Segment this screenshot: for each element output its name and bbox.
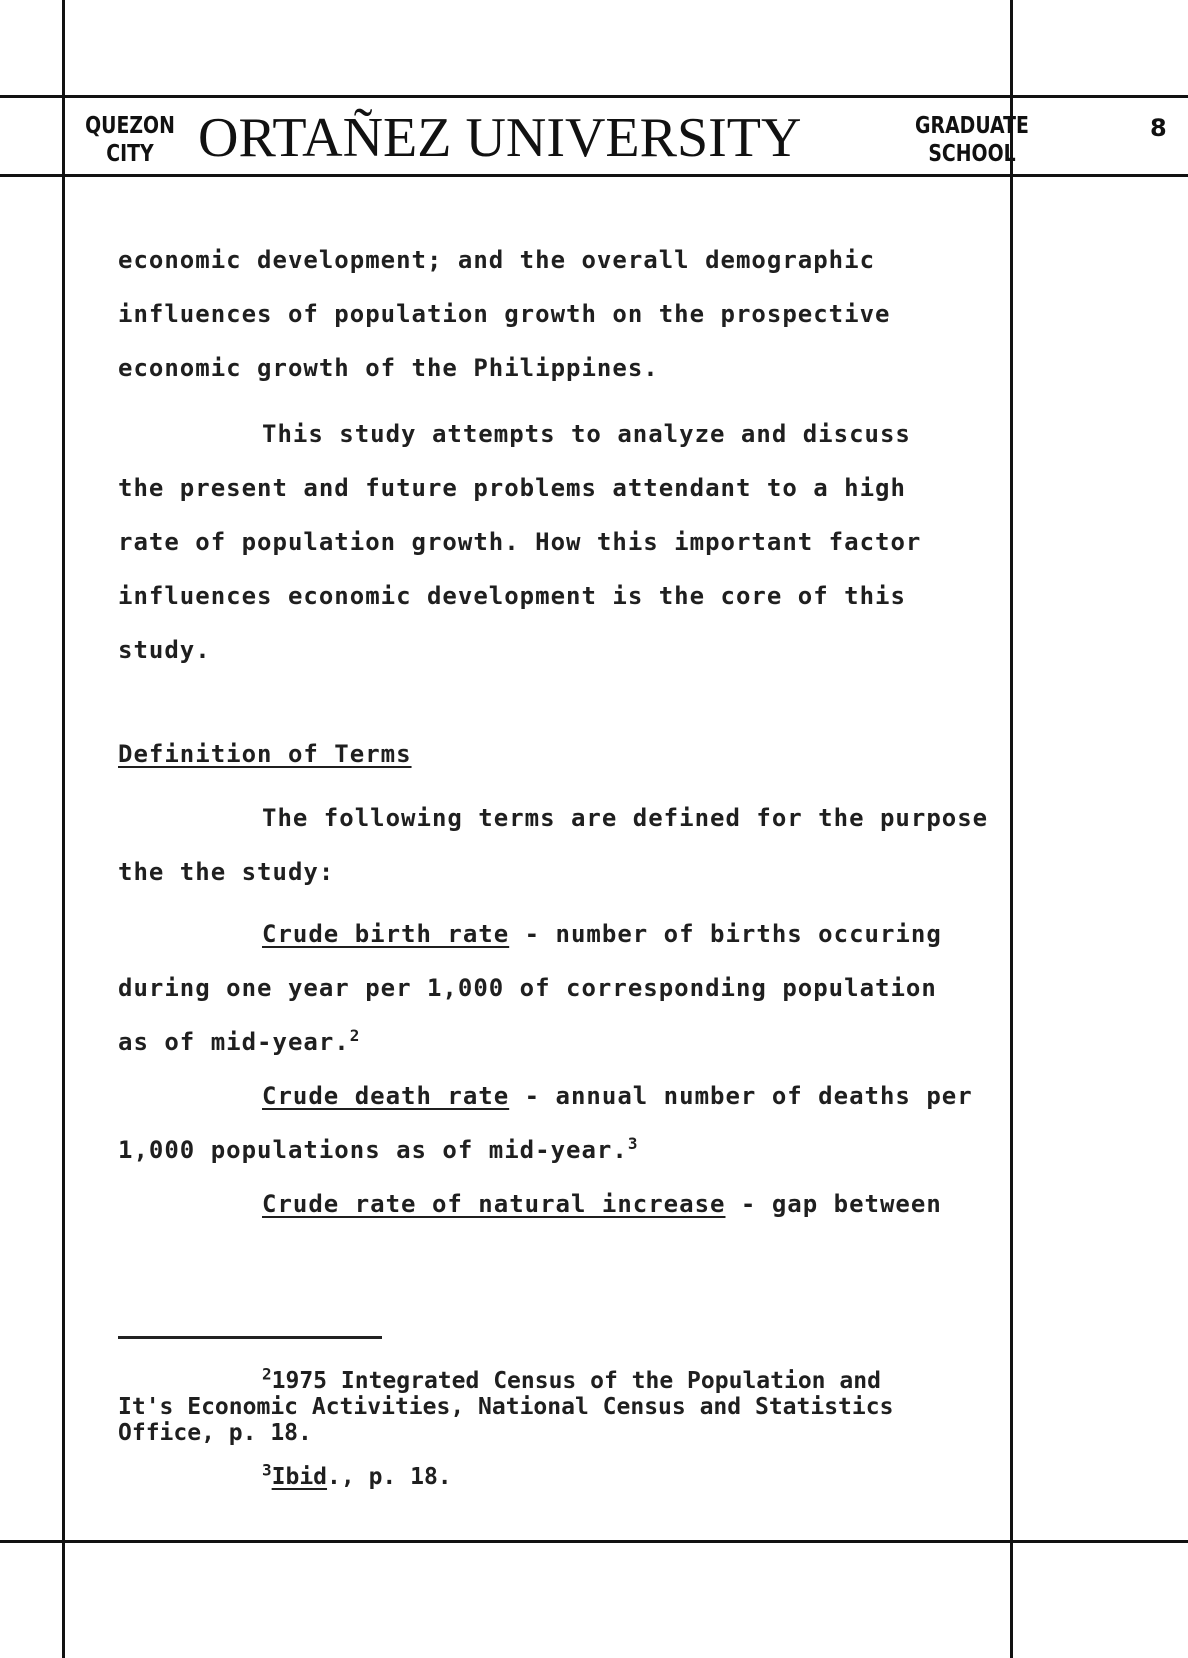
right-margin-line bbox=[1010, 0, 1013, 1658]
paragraph-line: This study attempts to analyze and discuss bbox=[262, 420, 911, 448]
definition-text: 1,000 populations as of mid-year. bbox=[118, 1136, 628, 1164]
footnote-marker: 3 bbox=[262, 1460, 272, 1480]
footnote-2-line2: It's Economic Activities, National Census and Statistics bbox=[118, 1394, 894, 1420]
paragraph-line: economic development; and the overall demographic bbox=[118, 246, 876, 274]
footnote-marker: 2 bbox=[349, 1026, 361, 1045]
footnote-text: ., p. 18. bbox=[327, 1464, 452, 1490]
section-heading: Definition of Terms bbox=[118, 740, 412, 768]
term-definition-line bbox=[118, 1136, 638, 1164]
term-definition-line bbox=[262, 1190, 942, 1218]
term-definition-line bbox=[262, 920, 942, 948]
paragraph-line: influences economic development is the core of this bbox=[118, 582, 906, 610]
letterhead-school-line2: SCHOOL bbox=[928, 141, 1016, 167]
term-definition-line bbox=[262, 1082, 973, 1110]
paragraph-line: the present and future problems attendant to a high bbox=[118, 474, 906, 502]
paragraph-line: the the study: bbox=[118, 858, 335, 886]
definition-text: - gap between bbox=[725, 1190, 942, 1218]
term-definition-line bbox=[118, 1028, 360, 1056]
footnote-2-line1 bbox=[262, 1364, 881, 1394]
footer-rule bbox=[0, 1540, 1188, 1543]
definition-text: - number of births occuring bbox=[509, 920, 942, 948]
paragraph-line: during one year per 1,000 of corresponding population bbox=[118, 974, 937, 1002]
letterhead-title: ORTAÑEZ UNIVERSITY bbox=[198, 107, 802, 169]
paragraph-line: The following terms are defined for the purpose bbox=[262, 804, 989, 832]
footnote-text: 1975 Integrated Census of the Population and bbox=[271, 1368, 881, 1394]
header-top-rule bbox=[0, 95, 1188, 98]
footnote-marker: 3 bbox=[627, 1134, 639, 1153]
left-margin-line bbox=[62, 0, 65, 1658]
paragraph-line: influences of population growth on the prospective bbox=[118, 300, 891, 328]
letterhead-school-line1: GRADUATE bbox=[915, 113, 1029, 139]
letterhead-city bbox=[81, 112, 179, 168]
letterhead-city-line2: CITY bbox=[106, 141, 154, 167]
defined-term: Crude rate of natural increase bbox=[262, 1190, 726, 1218]
defined-term: Crude birth rate bbox=[262, 920, 510, 948]
letterhead-school bbox=[906, 112, 1037, 168]
footnote-2-line3: Office, p. 18. bbox=[118, 1420, 312, 1446]
footnote-3 bbox=[262, 1460, 452, 1490]
footnote-marker: 2 bbox=[262, 1364, 272, 1384]
paragraph-line: study. bbox=[118, 636, 211, 664]
paragraph-line: economic growth of the Philippines. bbox=[118, 354, 659, 382]
definition-text: as of mid-year. bbox=[118, 1028, 350, 1056]
definition-text: - annual number of deaths per bbox=[509, 1082, 973, 1110]
defined-term: Crude death rate bbox=[262, 1082, 510, 1110]
paragraph-line: rate of population growth. How this important factor bbox=[118, 528, 922, 556]
header-bottom-rule bbox=[0, 174, 1188, 177]
page-number: 8 bbox=[1150, 114, 1167, 142]
footnote-separator bbox=[118, 1336, 382, 1339]
footnote-ibid: Ibid bbox=[271, 1464, 328, 1490]
letterhead-city-line1: QUEZON bbox=[85, 113, 175, 139]
